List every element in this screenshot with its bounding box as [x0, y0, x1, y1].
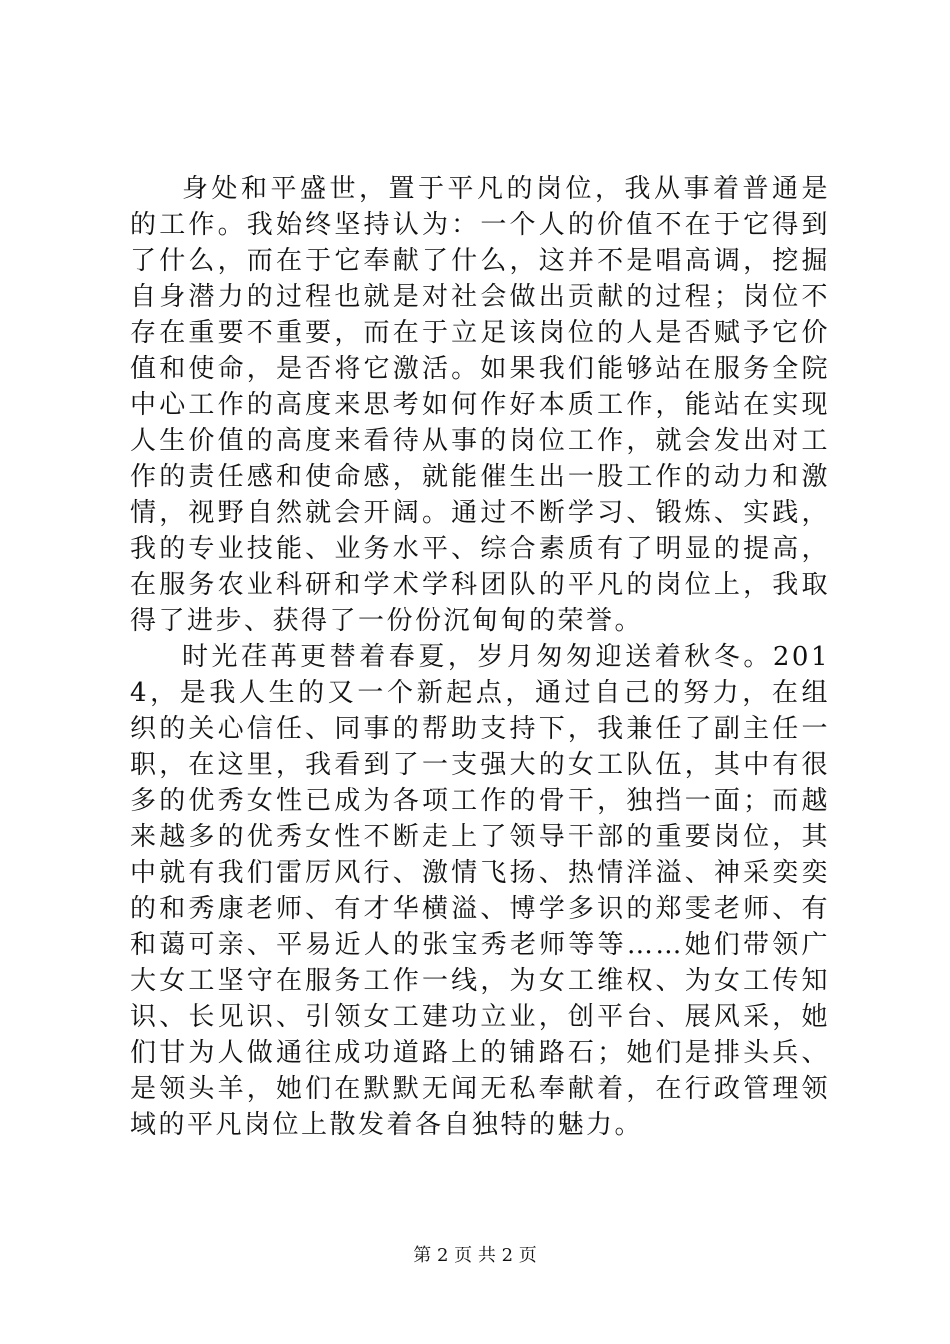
document-body: [130, 171, 830, 1143]
paragraph-2: 时光荏苒更替着春夏，岁月匆匆迎送着秋冬。2014，是我人生的又一个新起点，通过自己的努力，在组织的关心信任、同事的帮助支持下，我兼任了副主任一职，在这里，我看到了一支强大的女工队伍，其中有很多的优秀女性已成为各项工作的骨干，独挡一面；而越来越多的优秀女性不断走上了领导干部的重要岗位，其中就有我们雷厉风行、激情飞扬、热情洋溢、神采奕奕的和秀康老师、有才华横溢、博学多识的郑雯老师、有和蔼可亲、平易近人的张宝秀老师等等……她们带领广大女工坚守在服务工作一线，为女工维权、为女工传知识、长见识、引领女工建功立业，创平台、展风采，她们甘为人做通往成功道路上的铺路石；她们是排头兵、是领头羊，她们在默默无闻无私奉献着，在行政管理领域的平凡岗位上散发着各自独特的魅力。: [130, 642, 830, 1140]
page-footer: 第 2 页 共 2 页: [413, 1245, 537, 1266]
paragraph-1: 身处和平盛世，置于平凡的岗位，我从事着普通是的工作。我始终坚持认为：一个人的价值不在于它得到了什么，而在于它奉献了什么，这并不是唱高调，挖掘自身潜力的过程也就是对社会做出贡献的过程；岗位不存在重要不重要，而在于立足该岗位的人是否赋予它价值和使命，是否将它激活。如果我们能够站在服务全院中心工作的高度来思考如何作好本质工作，能站在实现人生价值的高度来看待从事的岗位工作，就会发出对工作的责任感和使命感，就能催生出一股工作的动力和激情，视野自然就会开阔。通过不断学习、锻炼、实践，我的专业技能、业务水平、综合素质有了明显的提高，在服务农业科研和学术学科团队的平凡的岗位上，我取得了进步、获得了一份份沉甸甸的荣誉。: [130, 174, 830, 636]
